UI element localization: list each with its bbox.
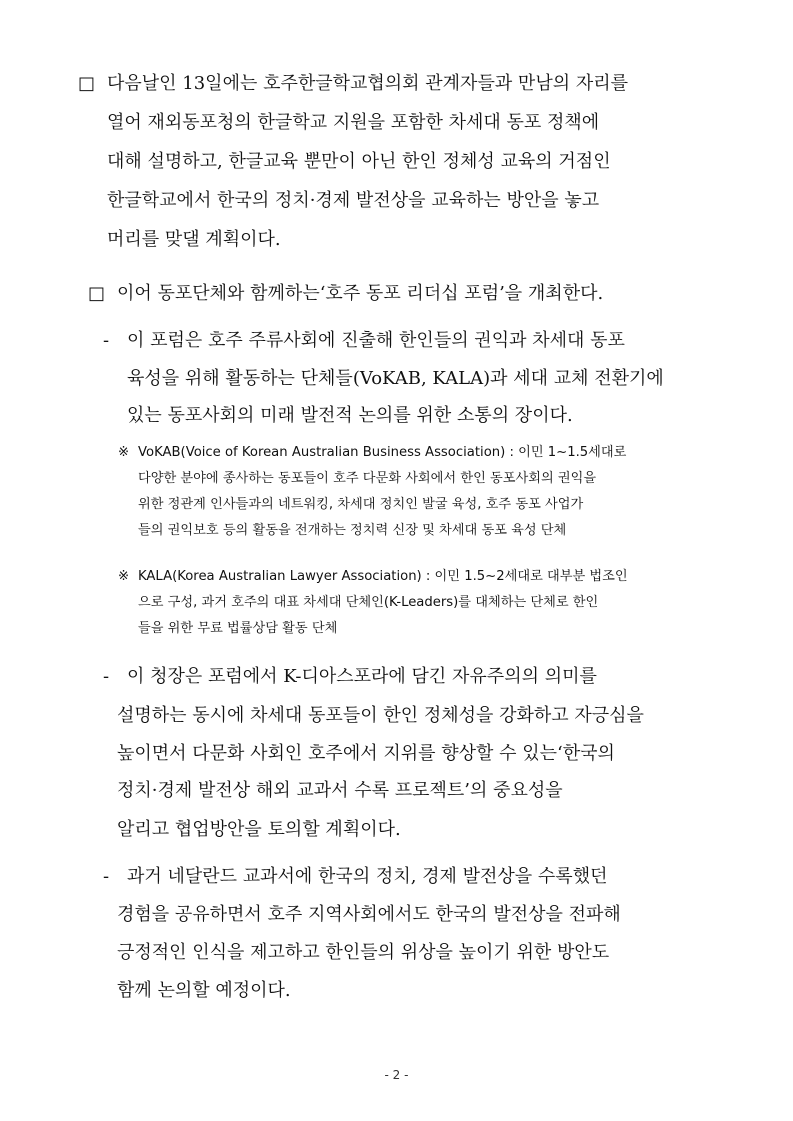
checkbox-marker: □: [78, 73, 96, 94]
note-1-line-4: 들의 권익보호 등의 활동을 전개하는 정치력 신장 및 차세대 동포 육성 단체: [138, 523, 567, 538]
note-1-line-3: 위한 정관계 인사들과의 네트워킹, 차세대 정치인 발굴 육성, 호주 동포 사업가: [138, 497, 584, 512]
note-marker: ※: [118, 569, 130, 584]
dash-marker: -: [103, 666, 110, 687]
section-2-heading: 이어 동포단체와 함께하는‘호주 동포 리더십 포럼’을 개최한다.: [117, 283, 604, 304]
section-1-line-1: 다음날인 13일에는 호주한글학교협의회 관계자들과 만남의 자리를: [107, 73, 628, 94]
section-1-line-5: 머리를 맞댈 계획이다.: [107, 229, 281, 250]
checkbox-marker: □: [88, 283, 106, 304]
bullet-2-line-4: 정치·경제 발전상 해외 교과서 수록 프로젝트’의 중요성을: [117, 780, 563, 801]
dash-marker: -: [103, 866, 110, 887]
bullet-3-line-2: 경험을 공유하면서 호주 지역사회에서도 한국의 발전상을 전파해: [117, 904, 621, 925]
bullet-1-line-3: 있는 동포사회의 미래 발전적 논의를 위한 소통의 장이다.: [127, 405, 573, 426]
bullet-3-line-1: 과거 네달란드 교과서에 한국의 정치, 경제 발전상을 수록했던: [127, 866, 608, 887]
note-1-line-2: 다양한 분야에 종사하는 동포들이 호주 다문화 사회에서 한인 동포사회의 권익을: [138, 471, 597, 486]
bullet-2-line-5: 알리고 협업방안을 토의할 계획이다.: [117, 819, 401, 840]
note-2-line-2: 으로 구성, 과거 호주의 대표 차세대 단체인(K-Leaders)를 대체하는 단체로 한인: [138, 595, 599, 610]
section-1-line-4: 한글학교에서 한국의 정치·경제 발전상을 교육하는 방안을 놓고: [107, 190, 600, 211]
note-1-line-1: VoKAB(Voice of Korean Australian Business Association) : 이민 1~1.5세대로: [138, 445, 627, 460]
note-2-line-3: 들을 위한 무료 법률상담 활동 단체: [138, 621, 338, 636]
bullet-1-line-1: 이 포럼은 호주 주류사회에 진출해 한인들의 권익과 차세대 동포: [127, 330, 625, 351]
section-1-line-2: 열어 재외동포청의 한글학교 지원을 포함한 차세대 동포 정책에: [107, 112, 600, 133]
bullet-2-line-2: 설명하는 동시에 차세대 동포들이 한인 정체성을 강화하고 자긍심을: [117, 705, 644, 726]
page-number: - 2 -: [384, 1068, 409, 1082]
dash-marker: -: [103, 330, 110, 351]
bullet-3-line-4: 함께 논의할 예정이다.: [117, 980, 291, 1001]
section-1-line-3: 대해 설명하고, 한글교육 뿐만이 아닌 한인 정체성 교육의 거점인: [107, 151, 611, 172]
bullet-2-line-3: 높이면서 다문화 사회인 호주에서 지위를 향상할 수 있는‘한국의: [117, 743, 615, 764]
bullet-2-line-1: 이 청장은 포럼에서 K-디아스포라에 담긴 자유주의의 의미를: [127, 666, 597, 687]
note-marker: ※: [118, 445, 130, 460]
bullet-1-line-2: 육성을 위해 활동하는 단체들(VoKAB, KALA)과 세대 교체 전환기에: [127, 368, 664, 389]
note-2-line-1: KALA(Korea Australian Lawyer Association) : 이민 1.5~2세대로 대부분 법조인: [138, 569, 628, 584]
bullet-3-line-3: 긍정적인 인식을 제고하고 한인들의 위상을 높이기 위한 방안도: [117, 942, 610, 963]
